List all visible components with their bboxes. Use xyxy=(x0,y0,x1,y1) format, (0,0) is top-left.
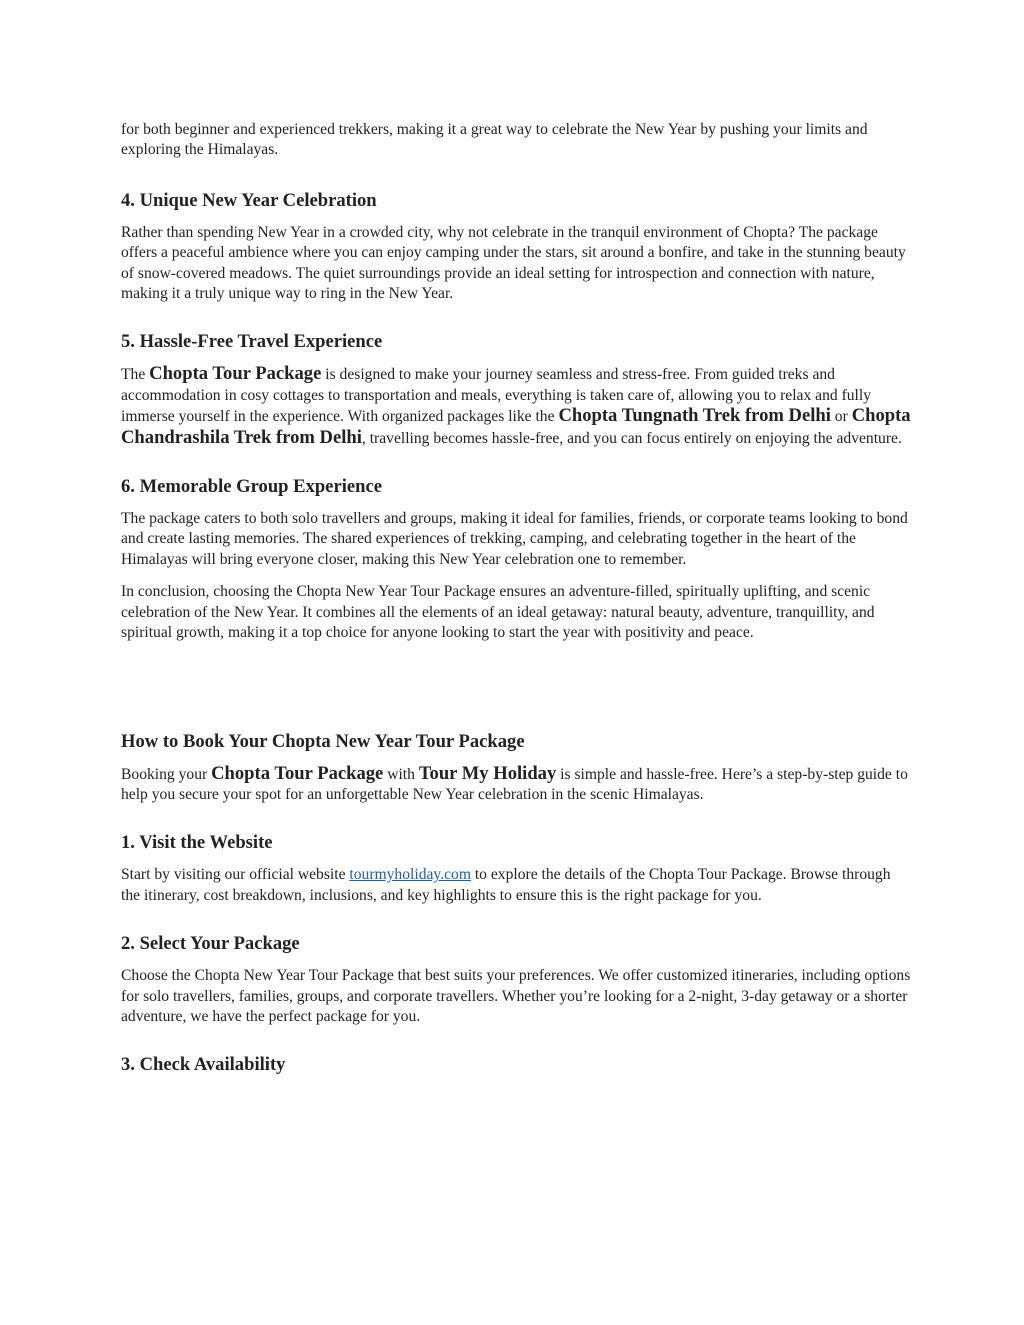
step-1-text-2: to explore the details of the Chopta Tour Package. Browse through the itinerary, cost breakdown, inclusions, and key highlights to ensure this is the right package for you. xyxy=(121,866,891,904)
section-5-text-4: , travelling becomes hassle-free, and you can focus entirely on enjoying the adventure. xyxy=(361,429,902,447)
step-3-heading: 3. Check Availability xyxy=(121,1054,286,1076)
booking-intro xyxy=(121,764,911,806)
chopta-tour-package-emphasis: Chopta Tour Package xyxy=(149,363,322,385)
tour-my-holiday-emphasis: Tour My Holiday xyxy=(418,762,557,784)
chopta-chandrashila-trek-emphasis: Chopta Chandrashila Trek from Delhi xyxy=(121,405,911,448)
step-2-body: Choose the Chopta New Year Tour Package that best suits your preferences. We offer customized itineraries, including options for solo travellers, families, groups, and corporate travellers. Whether you’re looking for a 2-night, 3-day getaway or a shorter adventure, we have the perfect package for you. xyxy=(121,967,911,1025)
section-5-text-2: is designed to make your journey seamless and stress-free. From guided treks and accommodation in cosy cottages to transportation and meals, everything is taken care of, allowing you to relax and fully immerse yourself in the experience. With organized packages like the xyxy=(121,366,872,426)
intro-paragraph: for both beginner and experienced trekkers, making it a great way to celebrate the New Year by pushing your limits and exploring the Himalayas. xyxy=(121,121,868,159)
website-link[interactable]: tourmyholiday.com xyxy=(349,866,471,884)
step-1-body xyxy=(121,865,911,906)
chopta-tungnath-trek-emphasis: Chopta Tungnath Trek from Delhi xyxy=(558,405,831,427)
conclusion-paragraph: In conclusion, choosing the Chopta New Year Tour Package ensures an adventure-filled, spiritually uplifting, and scenic celebration of the New Year. It combines all the elements of an ideal getaway: natural beauty, adventure, tranquillity, and spiritual growth, making it a top choice for anyone looking to start the year with positivity and peace. xyxy=(121,583,875,642)
step-1-heading: 1. Visit the Website xyxy=(121,832,273,854)
booking-text-1: Booking your xyxy=(121,765,212,783)
section-5-heading: 5. Hassle-Free Travel Experience xyxy=(121,331,383,353)
section-4-body: Rather than spending New Year in a crowded city, why not celebrate in the tranquil environment of Chopta? The package offers a peaceful ambience where you can enjoy camping under the stars, sit around a bonfire, and take in the stunning beauty of snow-covered meadows. The quiet surroundings provide an ideal setting for introspection and connection with nature, making it a truly unique way to ring in the New Year. xyxy=(121,223,906,303)
section-5-text-3: or xyxy=(830,408,852,426)
step-2-heading: 2. Select Your Package xyxy=(121,933,300,955)
section-5-text-1: The xyxy=(121,366,150,384)
booking-heading: How to Book Your Chopta New Year Tour Package xyxy=(121,730,525,752)
section-6-heading: 6. Memorable Group Experience xyxy=(121,476,382,498)
section-4-heading: 4. Unique New Year Celebration xyxy=(121,189,377,211)
document-content xyxy=(121,120,911,1077)
chopta-tour-package-emphasis: Chopta Tour Package xyxy=(211,762,384,784)
step-1-text-1: Start by visiting our official website xyxy=(121,866,350,884)
section-6-body: The package caters to both solo travellers and groups, making it ideal for families, friends, or corporate teams looking to bond and create lasting memories. The shared experiences of trekking, camping, and celebrating together in the heart of the Himalayas will bring everyone closer, making this New Year celebration one to remember. xyxy=(121,510,908,568)
section-5-body xyxy=(121,364,911,449)
booking-text-2: with xyxy=(383,765,419,783)
booking-text-3: is simple and hassle-free. Here’s a step-by-step guide to help you secure your spot for an unforgettable New Year celebration in the scenic Himalayas. xyxy=(121,765,908,803)
